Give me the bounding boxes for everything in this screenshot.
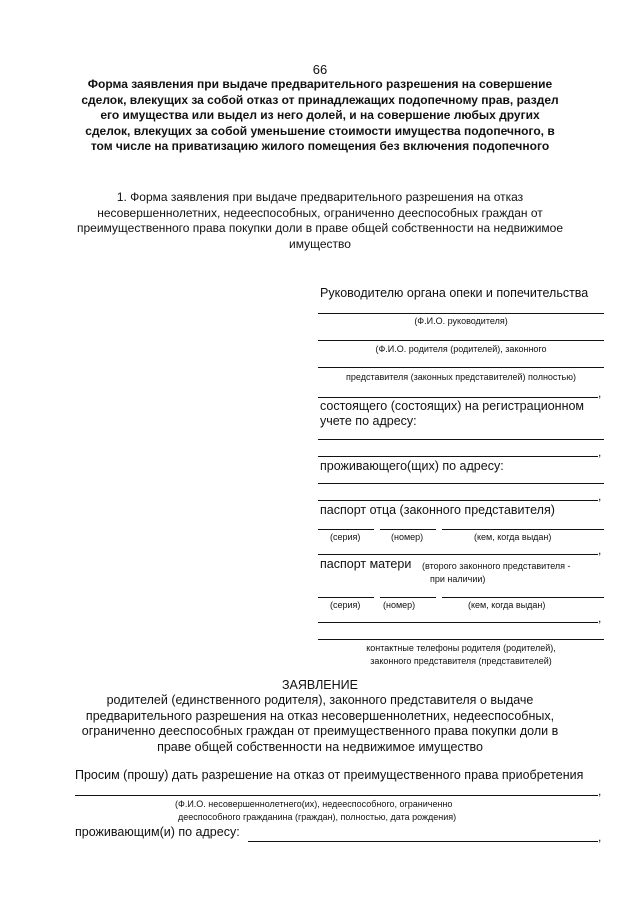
comma: , [598,784,602,798]
number-caption: (номер) [391,532,424,542]
blank-line [318,554,598,555]
series-caption: (серия) [330,600,361,610]
blank-line [318,367,604,368]
phones-caption-1: контактные телефоны родителя (родителей), [366,643,556,653]
blank-line [442,597,604,598]
registered-label-1: состоящего (состоящих) на регистрационном [320,399,585,413]
mother-note-1: (второго законного представителя - [422,561,571,571]
blank-line [380,529,436,530]
mother-note-2: при наличии) [430,574,486,584]
issued-caption: (кем, когда выдан) [468,600,546,610]
document-title: Форма заявления при выдаче предварительного разрешения на совершение сделок, влекущих за собой отказ от принадлежащих подопечному прав, раздел его имущества или выдел из него долей, и на совершение любых других сделок, влекущих за собой уменьшение стоимости имущества подопечного, в том числе на приватизацию жилого помещения без включения подопечного [81,77,559,153]
living-address-label: проживающим(и) по адресу: [75,825,240,839]
comma: , [598,386,602,400]
comma: , [598,830,602,844]
series-caption: (серия) [330,532,361,542]
comma: , [598,445,602,459]
number-caption: (номер) [383,600,416,610]
phones-caption-2: законного представителя (представителей) [370,656,552,666]
head-fio-caption: (Ф.И.О. руководителя) [414,316,508,326]
parent-caption-2: представителя (законных представителей) полностью) [346,372,576,382]
addressee: Руководителю органа опеки и попечительства [320,286,589,300]
page-number: 66 [312,62,328,77]
comma: , [598,543,602,557]
blank-line [380,597,436,598]
statement-body: родителей (единственного родителя), законного представителя о выдаче предварительного разрешения на отказ несовершеннолетних, недееспособных, ограниченно дееспособных граждан от преимущественного права покупки доли в праве общей собственности на недвижимое имущество [81,693,559,754]
registered-label-2: учете по адресу: [320,414,417,428]
blank-line [318,622,598,623]
blank-line [318,597,374,598]
living-label: проживающего(щих) по адресу: [320,459,504,473]
blank-line [318,340,604,341]
minor-caption-1: (Ф.И.О. несовершеннолетнего(их), недееспособного, ограниченно [175,799,453,809]
minor-caption-2: дееспособного гражданина (граждан), полностью, дата рождения) [178,812,457,822]
blank-line [318,500,598,501]
parent-caption-1: (Ф.И.О. родителя (родителей), законного [375,344,547,354]
blank-line [318,439,604,440]
blank-line [248,841,598,842]
blank-line [318,456,598,457]
comma: , [598,611,602,625]
section-title: 1. Форма заявления при выдаче предварительного разрешения на отказ несовершеннолетних, недееспособных, ограниченно дееспособных граждан от преимущественного права покупки доли в праве общей собственности на недвижимое имущество [77,190,563,251]
statement-title: ЗАЯВЛЕНИЕ [281,678,358,692]
blank-line [318,313,604,314]
mother-passport-label: паспорт матери [320,557,412,571]
father-passport-label: паспорт отца (законного представителя) [320,503,555,517]
blank-line [318,397,598,398]
blank-line [442,529,604,530]
blank-line [318,483,604,484]
blank-line [75,795,598,796]
comma: , [598,489,602,503]
request-text: Просим (прошу) дать разрешение на отказ от преимущественного права приобретения [75,768,584,782]
blank-line [318,529,374,530]
issued-caption: (кем, когда выдан) [474,532,552,542]
blank-line [318,639,604,640]
